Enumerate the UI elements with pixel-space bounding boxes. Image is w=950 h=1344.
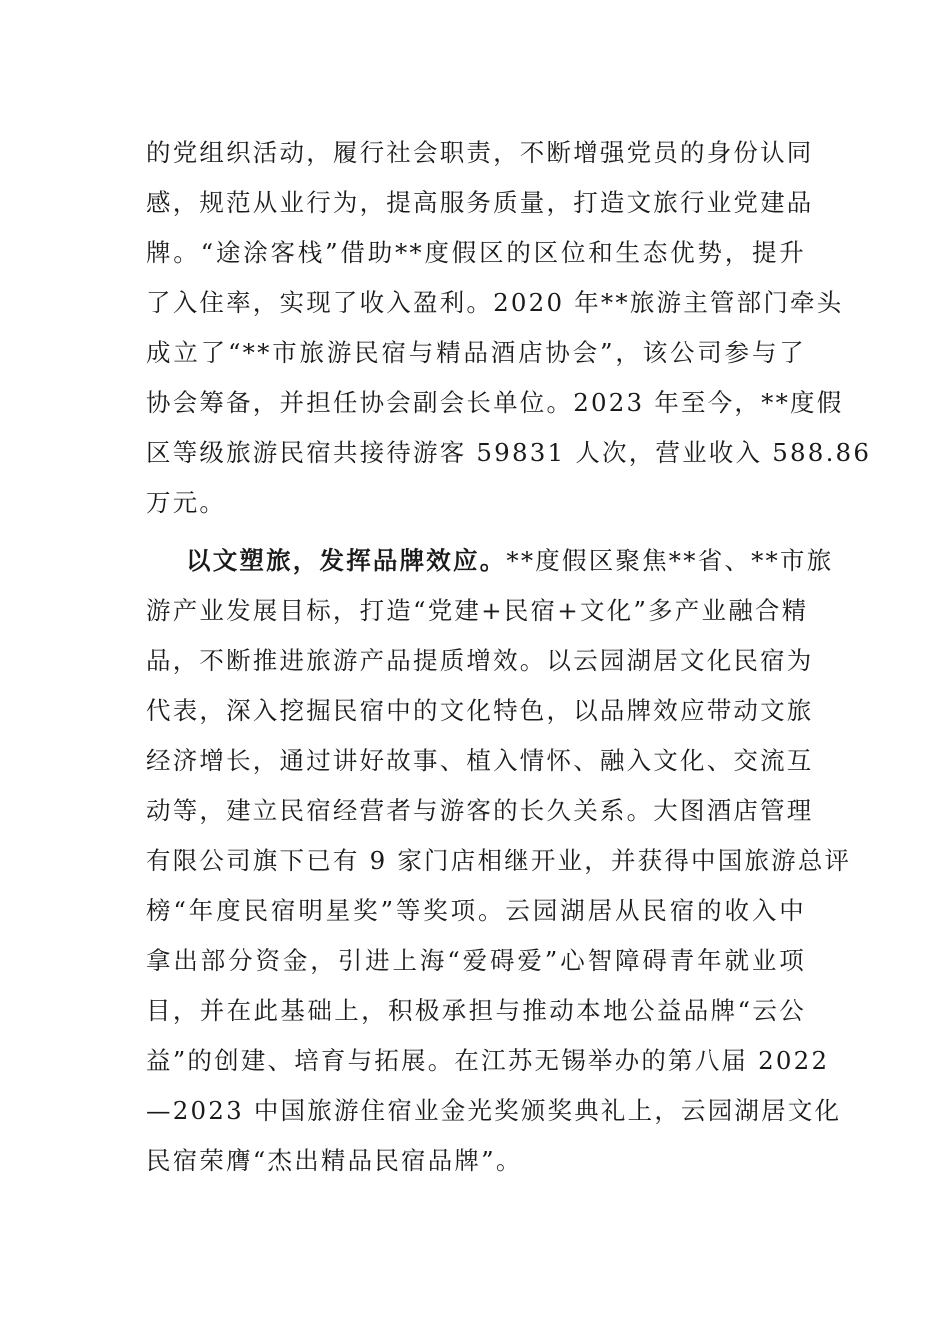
paragraph-line: 了入住率，实现了收入盈利。2020 年**旅游主管部门牵头 bbox=[146, 288, 844, 317]
paragraph-line: 目，并在此基础上，积极承担与推动本地公益品牌“云公 bbox=[146, 996, 806, 1025]
paragraph-line: 万元。 bbox=[146, 488, 227, 517]
paragraph-line: 游产业发展目标，打造“党建+民宿+文化”多产业融合精 bbox=[146, 596, 809, 625]
paragraph-line: 民宿荣膺“杰出精品民宿品牌”。 bbox=[146, 1146, 523, 1175]
paragraph-line: 拿出部分资金，引进上海“爱碍爱”心智障碍青年就业项 bbox=[146, 946, 806, 975]
paragraph-line: 经济增长，通过讲好故事、植入情怀、融入文化、交流互 bbox=[146, 746, 814, 775]
paragraph-line: 牌。“途涂客栈”借助**度假区的区位和生态优势，提升 bbox=[146, 238, 806, 267]
paragraph-line: 动等，建立民宿经营者与游客的长久关系。大图酒店管理 bbox=[146, 796, 814, 825]
paragraph-line: 品，不断推进旅游产品提质增效。以云园湖居文化民宿为 bbox=[146, 646, 814, 675]
paragraph-line: 代表，深入挖掘民宿中的文化特色，以品牌效应带动文旅 bbox=[146, 696, 814, 725]
paragraph-first-line-text: **度假区聚焦**省、**市旅 bbox=[506, 546, 834, 575]
paragraph-line: 有限公司旗下已有 9 家门店相继开业，并获得中国旅游总评 bbox=[146, 846, 852, 875]
paragraph-line: 区等级旅游民宿共接待游客 59831 人次，营业收入 588.86 bbox=[146, 438, 872, 467]
paragraph-line: —2023 中国旅游住宿业金光奖颁奖典礼上，云园湖居文化 bbox=[146, 1096, 842, 1125]
paragraph-lead-heading: 以文塑旅，发挥品牌效应。 bbox=[186, 546, 507, 575]
paragraph-line: 榜“年度民宿明星奖”等奖项。云园湖居从民宿的收入中 bbox=[146, 896, 806, 925]
paragraph-line: 协会筹备，并担任协会副会长单位。2023 年至今，**度假 bbox=[146, 388, 844, 417]
paragraph-2 bbox=[146, 536, 852, 1186]
paragraph-line: 感，规范从业行为，提高服务质量，打造文旅行业党建品 bbox=[146, 188, 814, 217]
paragraph-first-line bbox=[146, 536, 834, 586]
paragraph-line: 成立了“**市旅游民宿与精品酒店协会”，该公司参与了 bbox=[146, 338, 806, 367]
paragraph-1 bbox=[146, 128, 872, 528]
paragraph-line: 的党组织活动，履行社会职责，不断增强党员的身份认同 bbox=[146, 138, 814, 167]
paragraph-line: 益”的创建、培育与拓展。在江苏无锡举办的第八届 2022 bbox=[146, 1046, 830, 1075]
